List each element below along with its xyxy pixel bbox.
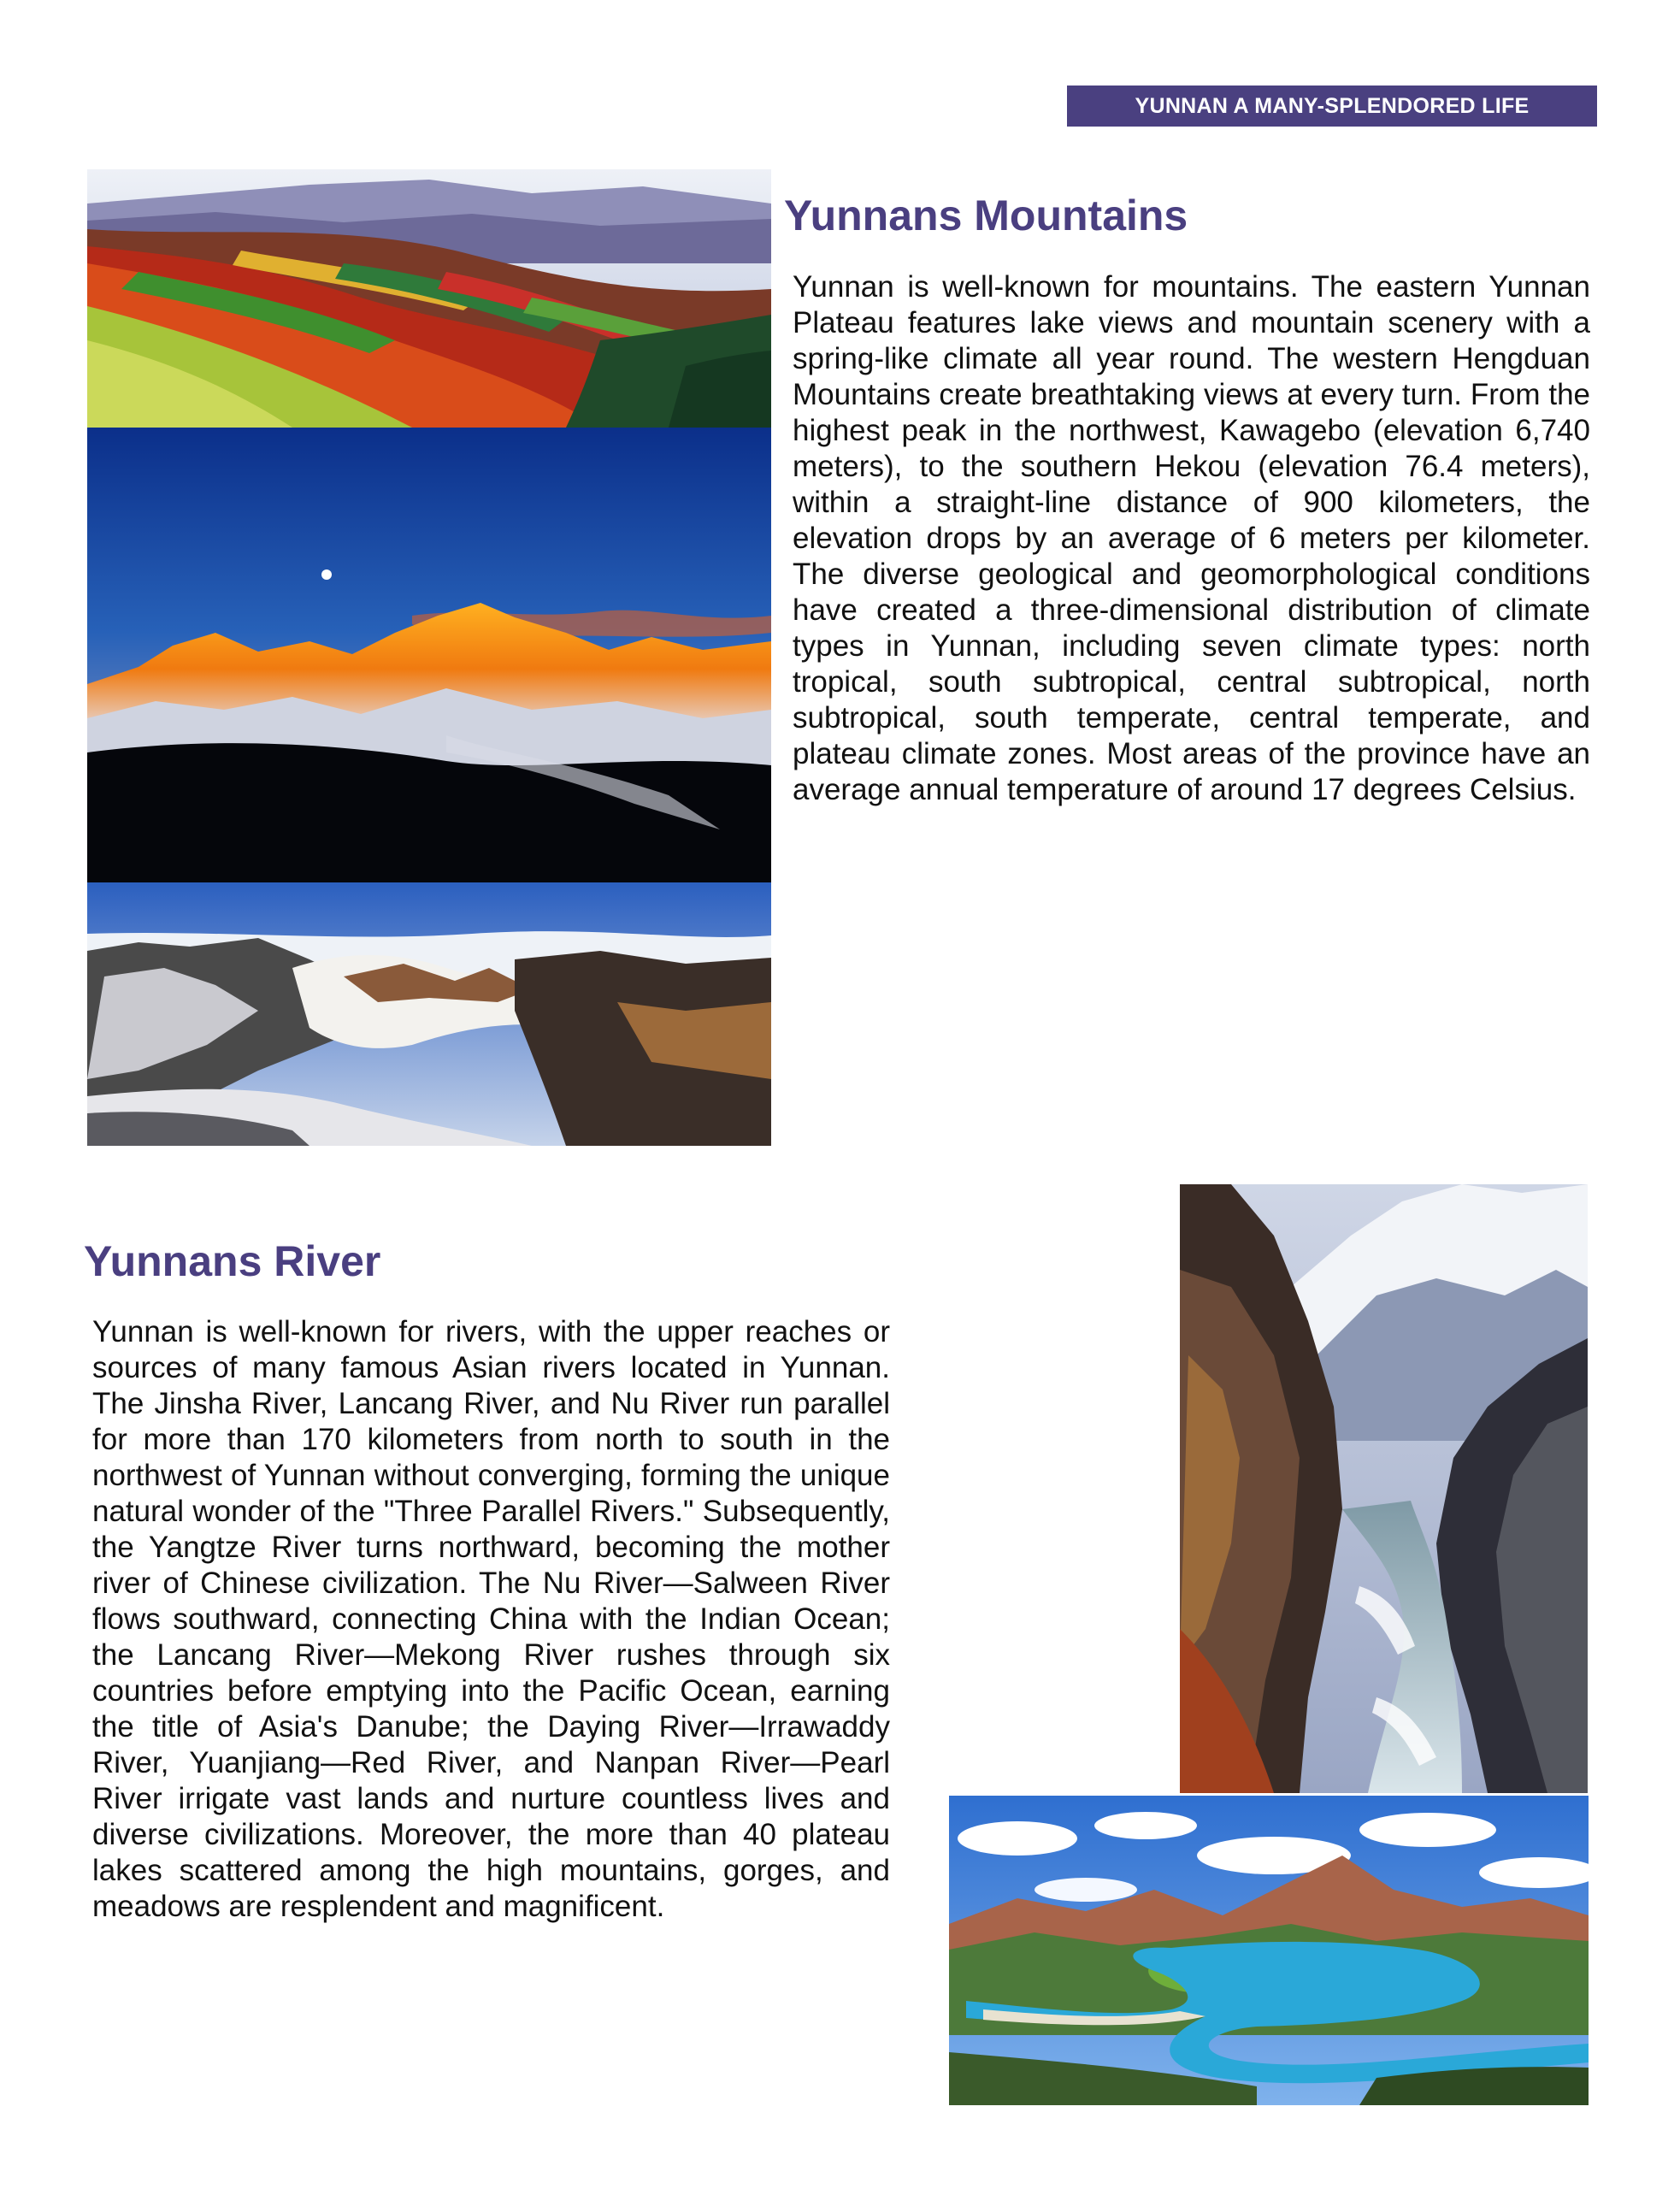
- photo-river-bend: [949, 1796, 1589, 2105]
- photo-cloud-gorge: [87, 882, 771, 1146]
- photo-terraced-fields: [87, 169, 771, 428]
- photo-snow-peaks-sunset: [87, 428, 771, 882]
- river-body: Yunnan is well-known for rivers, with the upper reaches or sources of many famous Asian rivers located in Yunnan. The Jinsha River, Lancang River, and Nu River run parallel for more than 170 kilometers from north to south in the northwest of Yunnan without converging, forming the unique natural wonder of the "Three Parallel Rivers." Subsequently, the Yangtze River turns northward, becoming the mother river of Chinese civilization. The Nu River—Salween River flows southward, connecting China with the Indian Ocean; the Lancang River—Mekong River rushes through six countries before emptying into the Pacific Ocean, earning the title of Asia's Danube; the Daying River—Irrawaddy River, Yuanjiang—Red River, and Nanpan River—Pearl River irrigate vast lands and nurture countless lives and diverse civilizations. Moreover, the more than 40 plateau lakes scattered among the high mountains, gorges, and meadows are resplendent and magnificent.: [92, 1315, 890, 1923]
- photo-river-gorge: [1180, 1184, 1588, 1793]
- header-tag: YUNNAN A MANY-SPLENDORED LIFE: [1067, 86, 1597, 127]
- river-title: Yunnans River: [84, 1237, 381, 1285]
- mountains-title: Yunnans Mountains: [784, 192, 1188, 239]
- mountains-body: Yunnan is well-known for mountains. The eastern Yunnan Plateau features lake views and mountain scenery with a spring-like climate all year round. The western Hengduan Mountains create breathtaking views at every turn. From the highest peak in the northwest, Kawagebo (elevation 6,740 meters), to the southern Hekou (elevation 76.4 meters), within a straight-line distance of 900 kilometers, the elevation drops by an average of 6 meters per kilometer. The diverse geological and geomorphological conditions have created a three-dimensional distribution of climate types in Yunnan, including seven climate types: north tropical, south subtropical, central subtropical, north subtropical, south temperate, central temperate, and plateau climate zones. Most areas of the province have an average annual temperature of around 17 degrees Celsius.: [793, 270, 1590, 806]
